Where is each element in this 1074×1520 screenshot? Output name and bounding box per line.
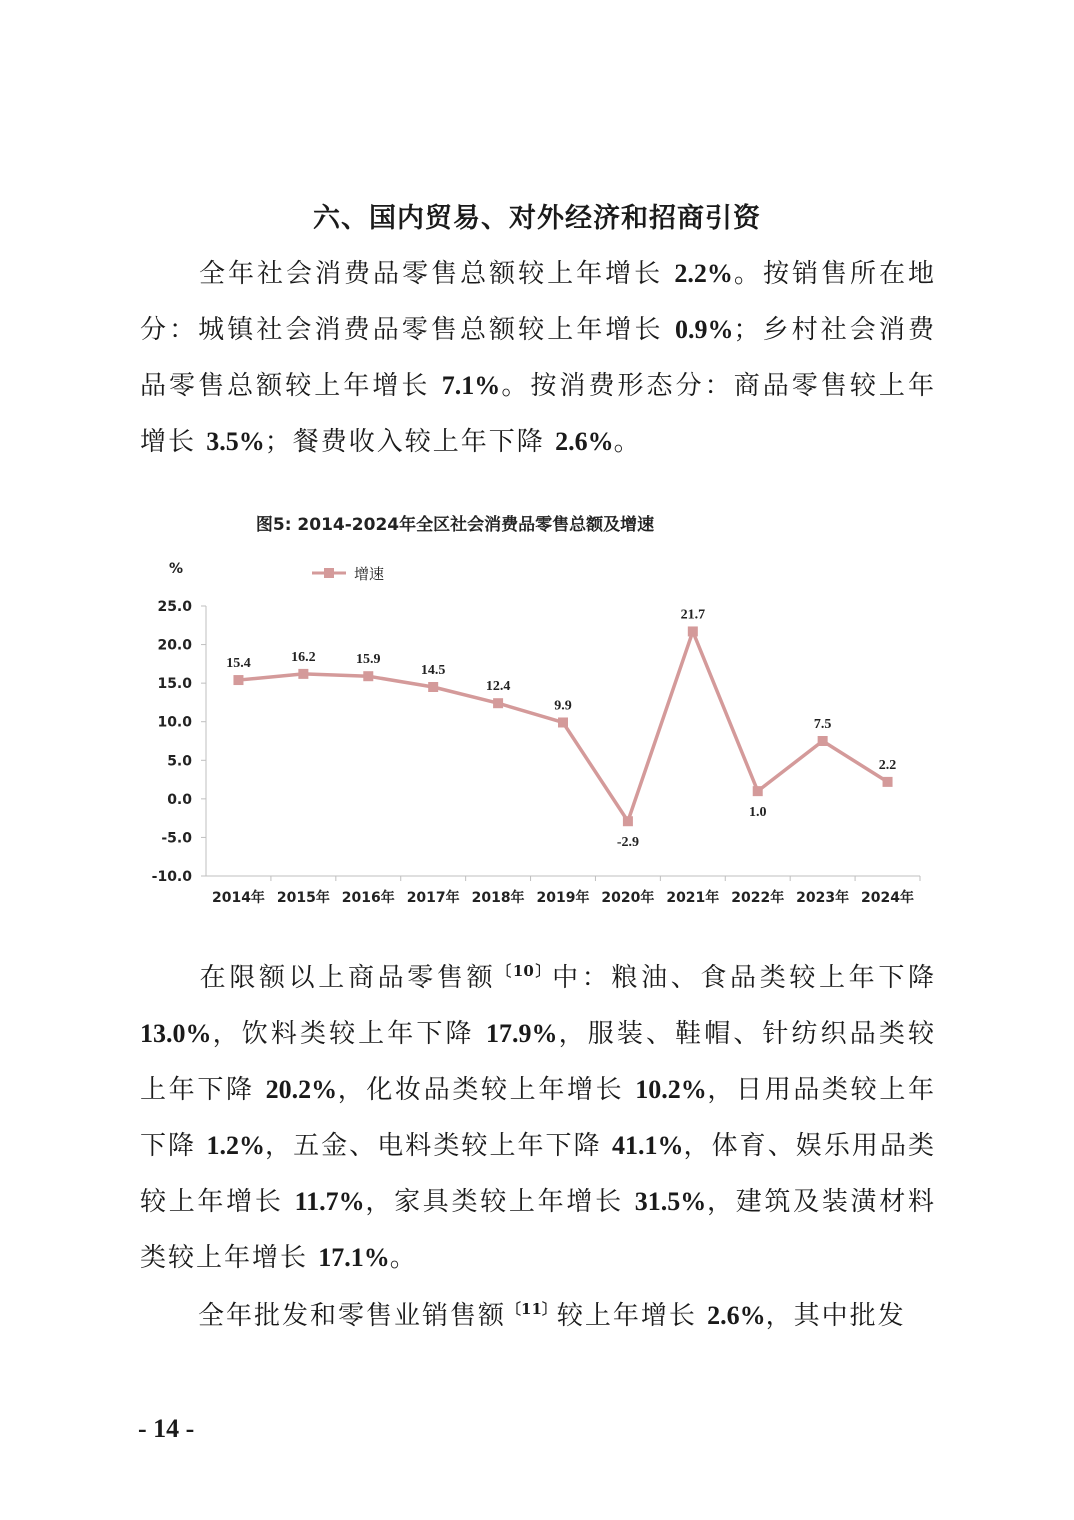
chart-legend <box>312 565 384 583</box>
value: 10.2% <box>635 1075 707 1104</box>
data-point <box>428 682 438 692</box>
paragraph-retail-sales <box>140 246 936 470</box>
data-point <box>818 736 828 746</box>
value: 3.5% <box>206 427 265 456</box>
value: 41.1% <box>612 1131 684 1160</box>
data-label: 15.9 <box>356 652 381 668</box>
value: 20.2% <box>265 1075 338 1104</box>
data-label: -2.9 <box>616 835 639 851</box>
data-label: 14.5 <box>420 663 446 678</box>
data-point <box>623 816 633 826</box>
value: 17.9% <box>486 1019 558 1048</box>
value: 0.9% <box>674 315 734 344</box>
value: 2.6% <box>707 1301 766 1330</box>
text-run: 。 <box>613 427 642 457</box>
data-labels <box>226 607 896 850</box>
data-label: 9.9 <box>554 698 572 714</box>
text-run: ；乡村社会消费品零售总额较上年增长 <box>140 315 936 401</box>
y-tick-label: 10.0 <box>157 714 192 731</box>
y-tick-label: 25.0 <box>157 599 192 615</box>
footnote-ref: 〔11〕 <box>506 1300 557 1318</box>
data-point <box>233 675 243 685</box>
line-chart <box>140 500 940 920</box>
value: 2.2% <box>674 259 733 288</box>
text-run: ，体育、娱乐用品类较上年增长 <box>140 1131 936 1217</box>
data-point <box>558 717 568 727</box>
paragraph-above-quota-retail <box>140 950 936 1286</box>
text-run: 较上年增长 <box>556 1301 697 1331</box>
data-label: 21.7 <box>680 607 706 623</box>
data-label: 16.2 <box>291 649 316 665</box>
x-tick-label: 2015年 <box>276 890 330 906</box>
legend-label: 增速 <box>354 565 385 583</box>
text-run: ，五金、电料类较上年下降 <box>264 1131 602 1161</box>
text-run: 全年社会消费品零售总额较上年增长 <box>198 259 664 289</box>
data-point <box>363 671 373 681</box>
footnote-ref: 〔10〕 <box>496 962 553 980</box>
y-tick-label: 5.0 <box>167 753 192 770</box>
chart-axes <box>201 606 920 881</box>
text-run: 全年批发和零售业销售额 <box>198 1301 507 1331</box>
value: 31.5% <box>634 1187 707 1216</box>
text-run: ，日用品类较上年下降 <box>140 1075 936 1161</box>
data-label: 2.2 <box>878 757 897 773</box>
x-tick-label: 2018年 <box>471 890 525 906</box>
y-axis-unit-label: % <box>168 561 184 577</box>
x-tick-labels <box>212 889 914 906</box>
text-run: ，家具类较上年增长 <box>364 1187 624 1217</box>
value: 2.6% <box>555 427 614 456</box>
x-tick-label: 2017年 <box>406 890 460 906</box>
x-tick-label: 2024年 <box>861 890 915 906</box>
x-tick-label: 2016年 <box>341 890 395 906</box>
paragraph-wholesale-retail <box>140 1288 936 1344</box>
y-tick-label: 0.0 <box>167 791 192 808</box>
y-tick-label: -10.0 <box>151 869 192 885</box>
text-run: ，服装、鞋帽、针纺织品类较上年下降 <box>140 1019 936 1105</box>
value: 17.1% <box>318 1243 390 1272</box>
chart-svg <box>140 500 940 920</box>
y-tick-label: 15.0 <box>157 676 192 693</box>
data-label: 12.4 <box>485 679 511 695</box>
data-point <box>688 626 698 636</box>
data-label: 7.5 <box>813 717 832 732</box>
value: 1.2% <box>206 1131 265 1160</box>
data-label: 15.4 <box>226 656 251 672</box>
x-tick-label: 2022年 <box>731 890 785 906</box>
text-run: 。按销售所在地分：城镇社会消费品零售总额较上年增长 <box>140 259 936 345</box>
data-point <box>493 698 503 708</box>
data-point <box>753 786 763 796</box>
x-tick-label: 2014年 <box>211 890 265 906</box>
text-run: 。 <box>389 1243 418 1273</box>
x-tick-label: 2021年 <box>666 890 720 906</box>
text-run: ；餐费收入较上年下降 <box>264 427 545 457</box>
text-run: 在限额以上商品零售额 <box>198 963 497 993</box>
y-tick-labels <box>152 599 193 885</box>
text-run: ，化妆品类较上年增长 <box>337 1075 625 1105</box>
x-tick-label: 2019年 <box>536 890 590 906</box>
data-point <box>298 669 308 679</box>
value: 11.7% <box>294 1187 365 1216</box>
text-run: ，建筑及装潢材料类较上年增长 <box>140 1187 936 1273</box>
x-tick-label: 2020年 <box>601 890 655 906</box>
data-label: 1.0 <box>748 805 767 821</box>
text-run: ，饮料类较上年下降 <box>211 1019 475 1049</box>
x-tick-label: 2023年 <box>796 890 850 906</box>
text-run: 。按消费形态分：商品零售较上年增长 <box>140 371 936 457</box>
y-tick-label: 20.0 <box>157 637 192 654</box>
text-run: ，其中批发 <box>765 1301 906 1331</box>
value: 7.1% <box>441 371 501 400</box>
text-run: 中：粮油、食品类较上年下降 <box>552 963 936 993</box>
data-point <box>883 777 893 787</box>
chart-title: 图5: 2014-2024年全区社会消费品零售总额及增速 <box>255 515 655 535</box>
value: 13.0% <box>140 1019 212 1048</box>
legend-marker <box>324 568 334 578</box>
y-tick-label: -5.0 <box>161 830 192 847</box>
page-number: - 14 - <box>138 1414 195 1443</box>
section-title: 六、国内贸易、对外经济和招商引资 <box>313 203 761 234</box>
series-growth <box>233 626 892 826</box>
